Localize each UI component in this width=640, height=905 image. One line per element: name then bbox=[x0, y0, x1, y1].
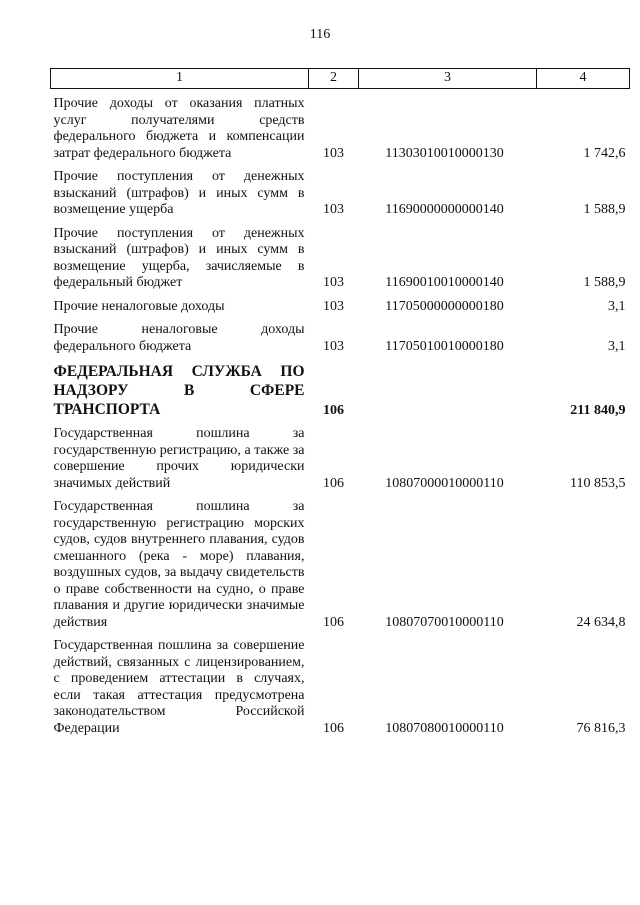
row-code: 106 bbox=[323, 720, 344, 736]
row-name: Прочие доходы от оказания платных услуг получателями средств федерального бюджета и компенсации затрат федерального бюджета bbox=[53, 96, 305, 161]
header-col-1: 1 bbox=[51, 69, 309, 89]
row-name: Прочие поступления от денежных взысканий (штрафов) и иных сумм в возмещение ущерба bbox=[53, 169, 305, 217]
table-row bbox=[51, 492, 630, 631]
table-row bbox=[51, 631, 630, 737]
header-col-3: 3 bbox=[359, 69, 537, 89]
row-amount: 1 588,9 bbox=[583, 202, 626, 217]
table-header bbox=[51, 69, 630, 89]
row-code: 103 bbox=[323, 298, 344, 314]
row-code: 103 bbox=[323, 145, 344, 161]
row-amount: 3,1 bbox=[608, 298, 626, 314]
row-amount: 211 840,9 bbox=[570, 402, 626, 418]
row-name: Государственная пошлина за совершение действий, связанных с лицензированием, с проведением аттестации в случаях, если такая аттестация предусмотрена законодательством Российской Федерации bbox=[53, 638, 305, 736]
row-amount: 110 853,5 bbox=[570, 475, 626, 491]
row-kbk: 11690010010000140 bbox=[385, 275, 504, 290]
header-col-4: 4 bbox=[537, 69, 630, 89]
row-amount: 1 742,6 bbox=[583, 145, 626, 161]
row-code: 106 bbox=[323, 475, 344, 491]
row-code: 103 bbox=[323, 275, 344, 290]
table-row bbox=[51, 292, 630, 316]
row-kbk: 11705010010000180 bbox=[385, 338, 504, 354]
table-body bbox=[51, 89, 630, 738]
table-row bbox=[51, 219, 630, 292]
row-kbk: 10807000010000110 bbox=[385, 475, 504, 491]
row-name: Государственная пошлина за государственную регистрацию, а также за совершение прочих юридически значимых действий bbox=[53, 426, 305, 491]
row-name: ФЕДЕРАЛЬНАЯ СЛУЖБА ПО НАДЗОРУ В СФЕРЕ ТРАНСПОРТА bbox=[53, 363, 305, 418]
revenue-table bbox=[50, 68, 630, 737]
row-name: Прочие поступления от денежных взысканий (штрафов) и иных сумм в возмещение ущерба, зачисляемые в федеральный бюджет bbox=[53, 225, 305, 290]
table-row bbox=[51, 162, 630, 219]
row-kbk: 10807070010000110 bbox=[385, 614, 504, 630]
row-code: 103 bbox=[323, 338, 344, 354]
header-col-2: 2 bbox=[309, 69, 359, 89]
row-name: Прочие неналоговые доходы федерального бюджета bbox=[53, 322, 305, 354]
row-amount: 24 634,8 bbox=[576, 614, 626, 630]
page-number: 116 bbox=[309, 27, 331, 42]
row-kbk: 11690000000000140 bbox=[385, 202, 504, 217]
table-row bbox=[51, 315, 630, 355]
row-kbk: 11303010010000130 bbox=[385, 145, 504, 161]
row-code: 103 bbox=[323, 202, 344, 217]
row-code: 106 bbox=[323, 614, 344, 630]
table-row bbox=[51, 419, 630, 492]
row-kbk: 11705000000000180 bbox=[385, 298, 504, 314]
table-row bbox=[51, 89, 630, 163]
row-amount: 3,1 bbox=[608, 338, 626, 354]
row-name: Государственная пошлина за государственную регистрацию морских судов, судов внутреннего плавания, судов смешанного (река - море) плавания, воздушных судов, за выдачу свидетельств о праве собственности на судно, о праве плавания и другие юридически значимые действия bbox=[53, 499, 305, 630]
row-code: 106 bbox=[323, 402, 344, 418]
row-name: Прочие неналоговые доходы bbox=[53, 298, 225, 314]
header-row bbox=[51, 69, 630, 89]
row-kbk bbox=[359, 355, 537, 419]
row-amount: 1 588,9 bbox=[583, 275, 626, 290]
row-amount: 76 816,3 bbox=[576, 720, 626, 736]
row-kbk: 10807080010000110 bbox=[385, 720, 504, 736]
table-row bbox=[51, 355, 630, 419]
